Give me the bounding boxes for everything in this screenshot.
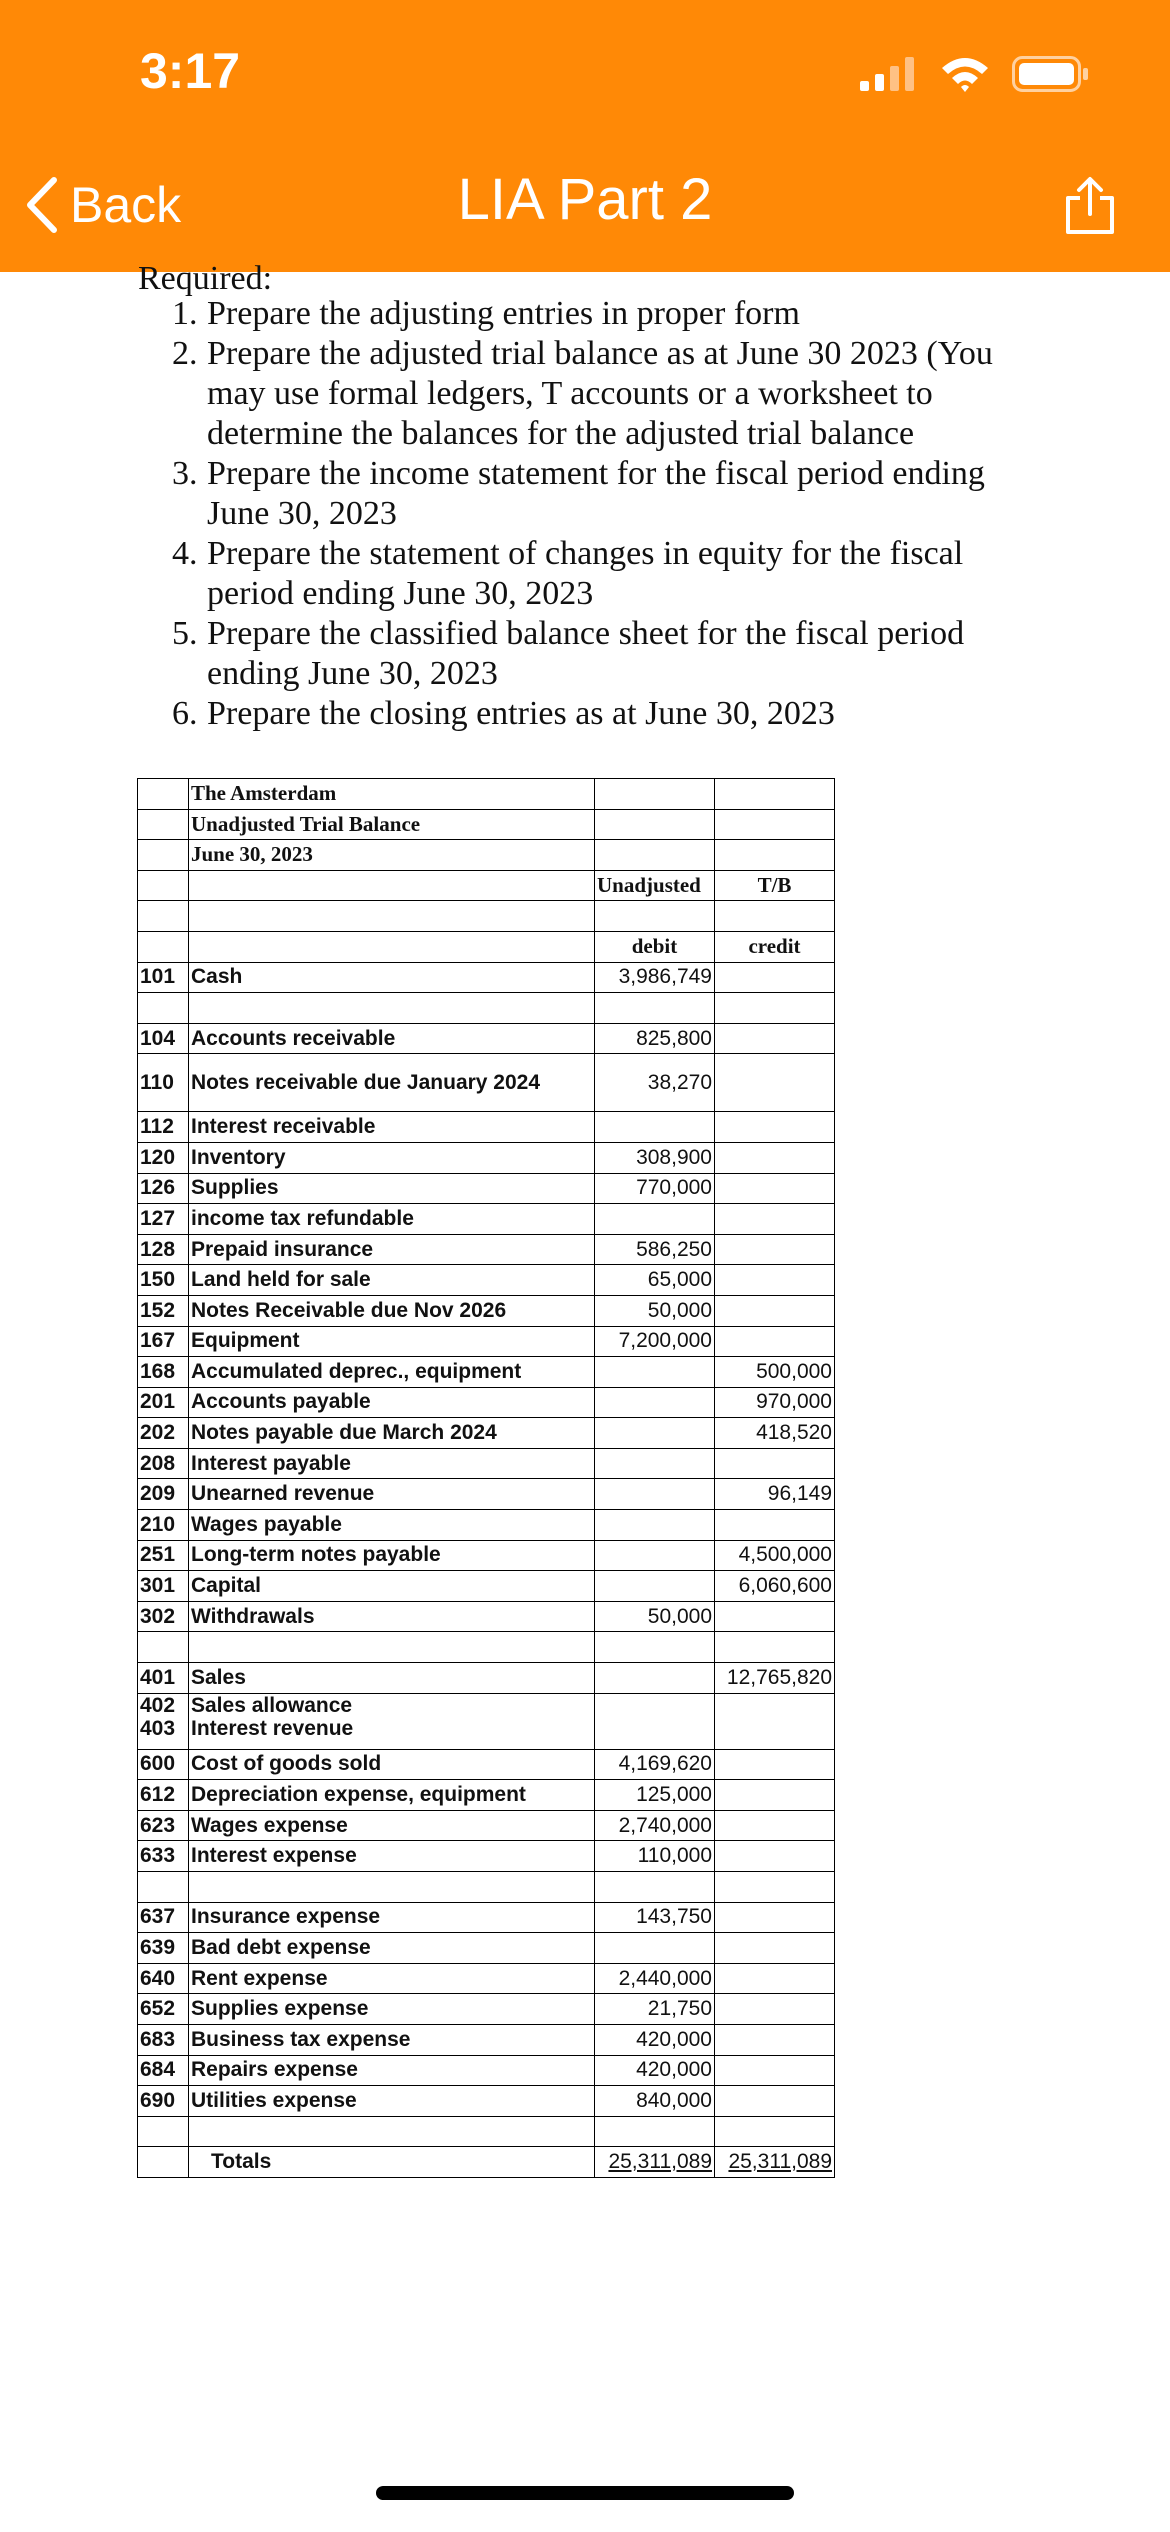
cellular-signal-icon <box>860 57 918 91</box>
wifi-icon <box>940 56 990 92</box>
home-indicator[interactable] <box>376 2486 794 2500</box>
table-row: 128 Prepaid insurance 586,250 <box>138 1234 835 1265</box>
table-row <box>138 993 835 1024</box>
share-button[interactable] <box>1062 176 1118 241</box>
table-row: The Amsterdam <box>138 779 835 810</box>
table-row: 683 Business tax expense 420,000 <box>138 2024 835 2055</box>
table-row: 126 Supplies 770,000 <box>138 1173 835 1204</box>
table-row: 640 Rent expense 2,440,000 <box>138 1963 835 1994</box>
requirements-list <box>0 294 1027 734</box>
table-row: June 30, 2023 <box>138 840 835 871</box>
table-row: 201 Accounts payable 970,000 <box>138 1387 835 1418</box>
table-row: 104 Accounts receivable 825,800 <box>138 1023 835 1054</box>
table-row: 612 Depreciation expense, equipment 125,000 <box>138 1780 835 1811</box>
table-row <box>138 901 835 932</box>
table-row: 112 Interest receivable <box>138 1112 835 1143</box>
table-row: 633 Interest expense 110,000 <box>138 1841 835 1872</box>
table-row: 302 Withdrawals 50,000 <box>138 1601 835 1632</box>
table-row: 168 Accumulated deprec., equipment 500,000 <box>138 1357 835 1388</box>
table-row: 150 Land held for sale 65,000 <box>138 1265 835 1296</box>
requirement-item: 1. Prepare the adjusting entries in proper form <box>172 295 800 332</box>
table-row: 208 Interest payable <box>138 1448 835 1479</box>
totals-row: Totals 25,311,089 25,311,089 <box>138 2147 835 2178</box>
table-row: 127 income tax refundable <box>138 1204 835 1235</box>
table-row: 251 Long-term notes payable 4,500,000 <box>138 1540 835 1571</box>
table-row: 152 Notes Receivable due Nov 2026 50,000 <box>138 1295 835 1326</box>
table-row: 623 Wages expense 2,740,000 <box>138 1810 835 1841</box>
trial-balance-table <box>137 778 835 2178</box>
table-row: 652 Supplies expense 21,750 <box>138 1994 835 2025</box>
table-row: 209 Unearned revenue 96,149 <box>138 1479 835 1510</box>
table-row: 637 Insurance expense 143,750 <box>138 1902 835 1933</box>
table-row: 167 Equipment 7,200,000 <box>138 1326 835 1357</box>
table-row: 600 Cost of goods sold 4,169,620 <box>138 1749 835 1780</box>
battery-icon <box>1012 56 1090 92</box>
requirement-item: 3. Prepare the income statement for the fiscal period ending June 30, 2023 <box>172 455 985 532</box>
requirement-item: 4. Prepare the statement of changes in equity for the fiscal period ending June 30, 2023 <box>172 535 964 612</box>
status-time: 3:17 <box>140 43 241 99</box>
requirement-item: 5. Prepare the classified balance sheet for the fiscal period ending June 30, 2023 <box>172 615 965 692</box>
back-label: Back <box>70 177 182 233</box>
table-row <box>138 1872 835 1903</box>
table-row: 402 403 Sales allowance Interest revenue <box>138 1693 835 1749</box>
table-row: 120 Inventory 308,900 <box>138 1142 835 1173</box>
table-row: 101 Cash 3,986,749 <box>138 962 835 993</box>
table-row: 684 Repairs expense 420,000 <box>138 2055 835 2086</box>
status-icons <box>860 56 1090 92</box>
share-icon <box>1062 176 1118 236</box>
table-row: Unadjusted Trial Balance <box>138 809 835 840</box>
table-row: 690 Utilities expense 840,000 <box>138 2086 835 2117</box>
requirement-item: 6. Prepare the closing entries as at June 30, 2023 <box>172 695 835 732</box>
table-row: 210 Wages payable <box>138 1510 835 1541</box>
table-row: Unadjusted T/B <box>138 870 835 901</box>
table-row: debit credit <box>138 931 835 962</box>
table-row <box>138 2116 835 2147</box>
page-title: LIA Part 2 <box>457 167 713 232</box>
table-row: 301 Capital 6,060,600 <box>138 1571 835 1602</box>
nav-header <box>0 0 1170 272</box>
table-row: 110 Notes receivable due January 2024 38,270 <box>138 1054 835 1112</box>
table-row: 639 Bad debt expense <box>138 1933 835 1964</box>
table-row: 401 Sales 12,765,820 <box>138 1663 835 1694</box>
table-row: 202 Notes payable due March 2024 418,520 <box>138 1418 835 1449</box>
required-heading: Required: <box>138 260 273 297</box>
table-row <box>138 1632 835 1663</box>
requirement-item: 2. Prepare the adjusted trial balance as at June 30 2023 (You may use formal ledgers, T accounts or a worksheet to determine the balances for the adjusted trial balance <box>172 335 993 452</box>
